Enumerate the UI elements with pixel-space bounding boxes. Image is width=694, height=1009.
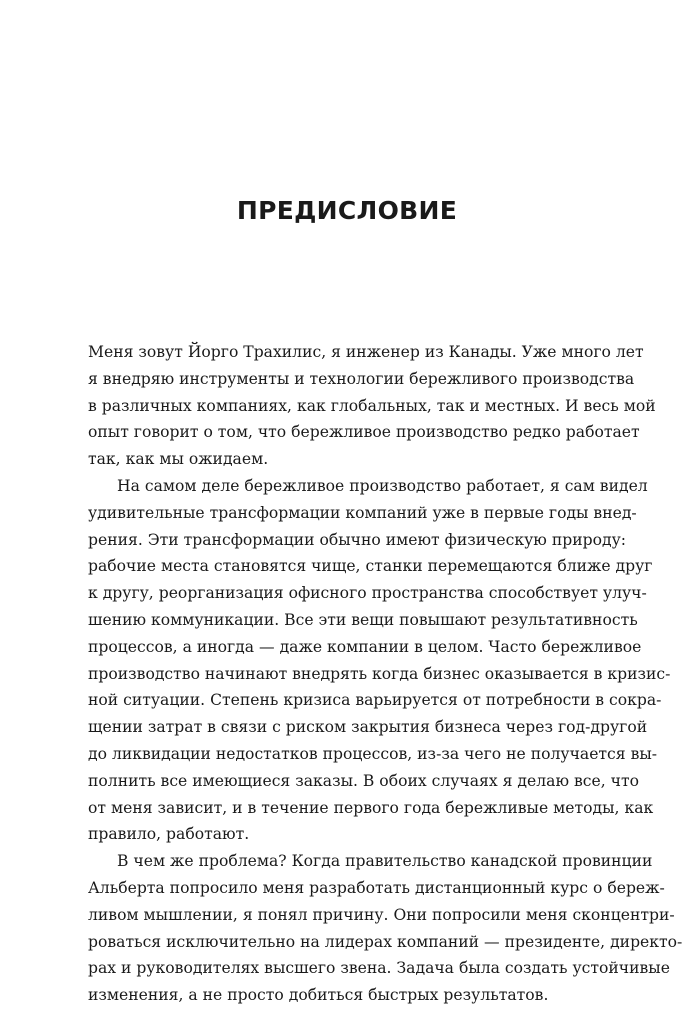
text-line: от меня зависит, и в течение первого года бережливые методы, как (88, 798, 654, 817)
text-line: ливом мышлении, я понял причину. Они попросили меня сконцентри- (88, 905, 675, 924)
text-line: В чем же проблема? Когда правительство канадской провинции (117, 852, 653, 871)
text-line: я внедряю инструменты и технологии бережливого производства (88, 369, 635, 388)
text-line: производство начинают внедрять когда бизнес оказывается в кризис- (88, 664, 671, 683)
text-line: полнить все имеющиеся заказы. В обоих случаях я делаю все, что (88, 771, 639, 790)
chapter-heading: ПРЕДИСЛОВИЕ (236, 196, 458, 225)
text-line: Альберта попросило меня разработать дистанционный курс о береж- (88, 878, 665, 897)
text-line: правило, работают. (88, 825, 250, 844)
text-line: щении затрат в связи с риском закрытия бизнеса через год-другой (88, 718, 648, 737)
text-line: роваться исключительно на лидерах компаний — президенте, директо- (88, 932, 683, 951)
text-line: На самом деле бережливое производство работает, я сам видел (117, 476, 648, 495)
paragraph-2 (88, 473, 671, 848)
text-line: рения. Эти трансформации обычно имеют физическую природу: (88, 530, 626, 549)
body-text (88, 339, 683, 1009)
text-line: изменения, а не просто добиться быстрых результатов. (88, 986, 549, 1005)
text-line: до ликвидации недостатков процессов, из-за чего не получается вы- (88, 744, 658, 763)
text-line: ной ситуации. Степень кризиса варьируется от потребности в сокра- (88, 691, 662, 710)
text-line: удивительные трансформации компаний уже в первые годы внед- (88, 503, 637, 522)
text-line: шению коммуникации. Все эти вещи повышают результативность (88, 610, 638, 629)
paragraph-3 (88, 848, 683, 1009)
text-line: так, как мы ожидаем. (88, 450, 269, 469)
paragraph-1 (88, 339, 656, 473)
text-line: процессов, а иногда — даже компании в целом. Часто бережливое (88, 637, 642, 656)
text-line: опыт говорит о том, что бережливое производство редко работает (88, 423, 640, 442)
text-line: в различных компаниях, как глобальных, так и местных. И весь мой (88, 396, 656, 415)
text-line: к другу, реорганизация офисного пространства способствует улуч- (88, 584, 647, 603)
text-line: рабочие места становятся чище, станки перемещаются ближе друг (88, 557, 653, 576)
text-line: рах и руководителях высшего звена. Задача была создать устойчивые (88, 959, 670, 978)
text-line: Меня зовут Йорго Трахилис, я инженер из Канады. Уже много лет (88, 343, 644, 361)
